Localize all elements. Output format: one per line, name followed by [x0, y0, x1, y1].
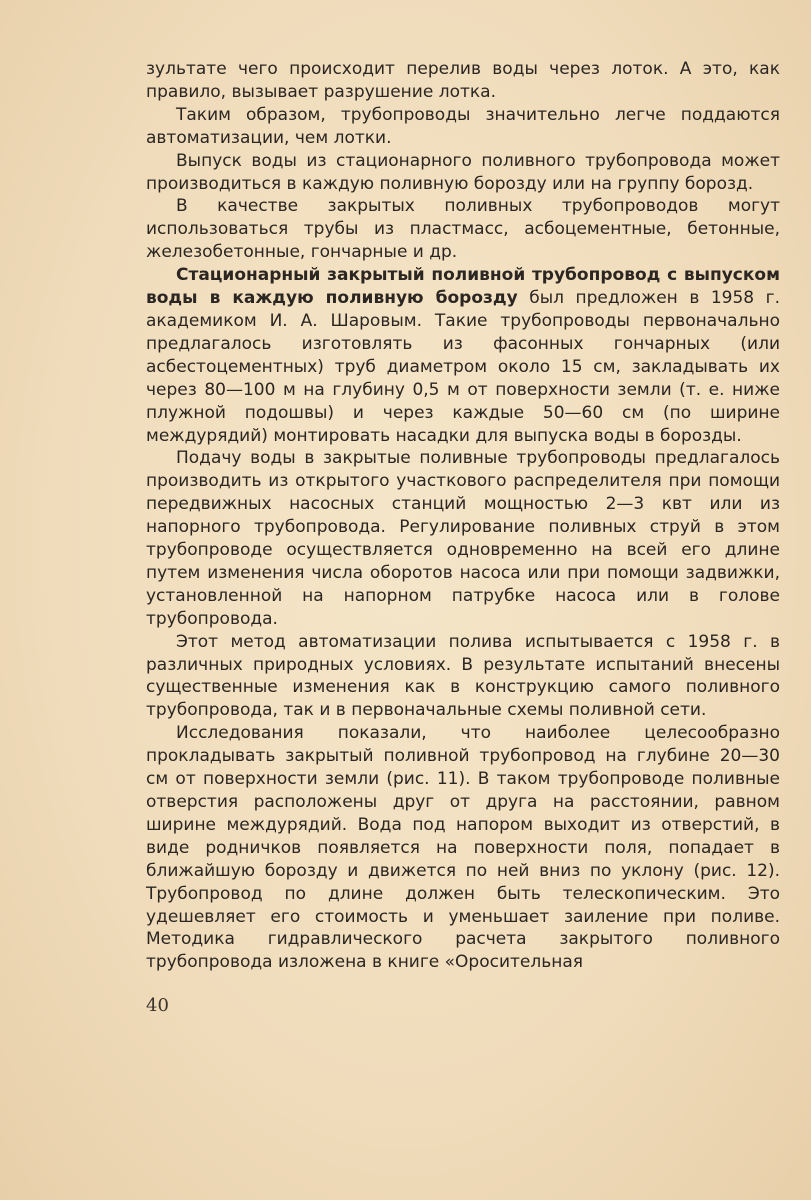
body-text: [146, 58, 780, 974]
paragraph: Подачу воды в закрытые поливные трубопроводы предлагалось производить из открытого участкового распределителя при помощи передвижных насосных станций мощностью 2—3 квт или из напорного трубопровода. Регулирование поливных струй в этом трубопроводе осуществляется одновременно на всей его длине путем изменения числа оборотов насоса или при помощи задвижки, установленной на напорном патрубке насоса или в голове трубопровода.: [146, 448, 780, 629]
paragraph: В качестве закрытых поливных трубопроводов могут использоваться трубы из пластмасс, асбоцементные, бетонные, железобетонные, гончарные и др.: [146, 196, 780, 263]
paragraph: Выпуск воды из стационарного поливного трубопровода может производиться в каждую поливную борозду или на группу борозд.: [146, 150, 780, 194]
paragraph: Этот метод автоматизации полива испытывается с 1958 г. в различных природных условиях. В результате испытаний внесены существенные изменения как в конструкцию самого поливного трубопровода, так и в первоначальные схемы поливной сети.: [146, 631, 780, 721]
paragraph: зультате чего происходит перелив воды через лоток. А это, как правило, вызывает разрушение лотка.: [146, 59, 780, 102]
paragraph: Таким образом, трубопроводы значительно легче поддаются автоматизации, чем лотки.: [146, 104, 780, 148]
page-number: 40: [146, 995, 169, 1016]
paragraph-text: был предложен в 1958 г. академиком И. А. Шаровым. Такие трубопроводы первоначально предлагалось изготовлять из фасонных гончарных (или асбестоцементных) труб диаметром около 15 см, закладывать их через 80—100 м на глубину 0,5 м от поверхности земли (т. е. ниже плужной подошвы) и через каждые 50—60 см (по ширине междурядий) монтировать насадки для выпуска воды в борозды.: [146, 288, 780, 446]
paragraph: Исследования показали, что наиболее целесообразно прокладывать закрытый поливной трубопровод на глубине 20—30 см от поверхности земли (рис. 11). В таком трубопроводе поливные отверстия расположены друг от друга на расстоянии, равном ширине междурядий. Вода под напором выходит из отверстий, в виде родничков появляется на поверхности поля, попадает в ближайшую борозду и движется по ней вниз по уклону (рис. 12). Трубопровод по длине должен быть телескопическим. Это удешевляет его стоимость и уменьшает заиление при поливе. Методика гидравлического расчета закрытого поливного трубопровода изложена в книге «Оросительная: [146, 723, 780, 973]
paragraph: [146, 264, 780, 447]
bold-heading: Стационарный закрытый поливной трубопровод с выпуском воды в каждую поливную борозду: [146, 265, 780, 309]
